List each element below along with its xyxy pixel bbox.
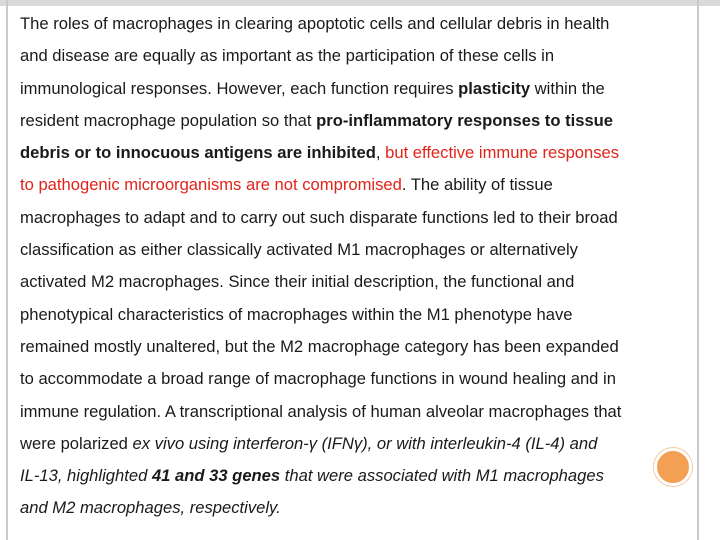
text-run: within the	[530, 78, 605, 98]
slide-top-border	[0, 0, 720, 6]
text-line	[20, 73, 692, 105]
text-run: phenotypical characteristics of macrophages within the M1 phenotype have	[20, 304, 573, 324]
text-run: immunological responses. However, each function requires	[20, 78, 459, 98]
text-line	[20, 169, 692, 201]
text-line	[20, 396, 692, 428]
slide-left-border	[6, 0, 8, 540]
text-run: that were associated with M1 macrophages	[280, 466, 604, 486]
text-line	[20, 331, 692, 363]
text-line	[20, 428, 692, 460]
text-run: remained mostly unaltered, but the M2 macrophage category has been expanded	[20, 336, 619, 356]
emphasis-bold-text: pro-inflammatory responses to tissue	[316, 110, 614, 130]
emphasis-red-text: to pathogenic microorganisms are not compromised	[20, 175, 402, 195]
text-line	[20, 40, 692, 72]
text-line	[20, 492, 692, 524]
text-line	[20, 299, 692, 331]
text-line	[20, 202, 692, 234]
decorative-orange-circle	[654, 448, 692, 486]
text-run: ex vivo using interferon‑γ (IFNγ), or with interleukin‑4 (IL‑4) and	[132, 433, 598, 453]
emphasis-bold-text: 41 and 33 genes	[151, 466, 281, 486]
text-run: classification as either classically activated M1 macrophages or alternatively	[20, 240, 578, 260]
emphasis-bold-text: debris or to innocuous antigens are inhibited	[20, 143, 376, 163]
text-run: were polarized	[20, 433, 133, 453]
text-run: ,	[375, 143, 386, 163]
text-run: IL‑13, highlighted	[20, 466, 152, 486]
slide-body-text	[20, 8, 692, 525]
text-run: and disease are equally as important as the participation of these cells in	[20, 46, 555, 66]
text-run: macrophages to adapt and to carry out such disparate functions led to their broad	[20, 207, 618, 227]
text-run: resident macrophage population so that	[20, 110, 317, 130]
text-line	[20, 8, 692, 40]
text-line	[20, 234, 692, 266]
text-run: and M2 macrophages, respectively.	[20, 498, 281, 518]
text-line	[20, 105, 692, 137]
emphasis-bold-text: plasticity	[458, 78, 531, 98]
text-line	[20, 137, 692, 169]
text-run: . The ability of tissue	[401, 175, 553, 195]
text-run: The roles of macrophages in clearing apoptotic cells and cellular debris in health	[20, 14, 610, 33]
text-run: activated M2 macrophages. Since their initial description, the functional and	[20, 272, 575, 292]
text-line	[20, 266, 692, 298]
text-run: immune regulation. A transcriptional analysis of human alveolar macrophages that	[20, 401, 622, 421]
text-line	[20, 460, 692, 492]
text-line	[20, 363, 692, 395]
slide-right-border	[697, 0, 699, 540]
text-run: to accommodate a broad range of macrophage functions in wound healing and in	[20, 369, 616, 389]
emphasis-red-text: but effective immune responses	[385, 143, 620, 163]
